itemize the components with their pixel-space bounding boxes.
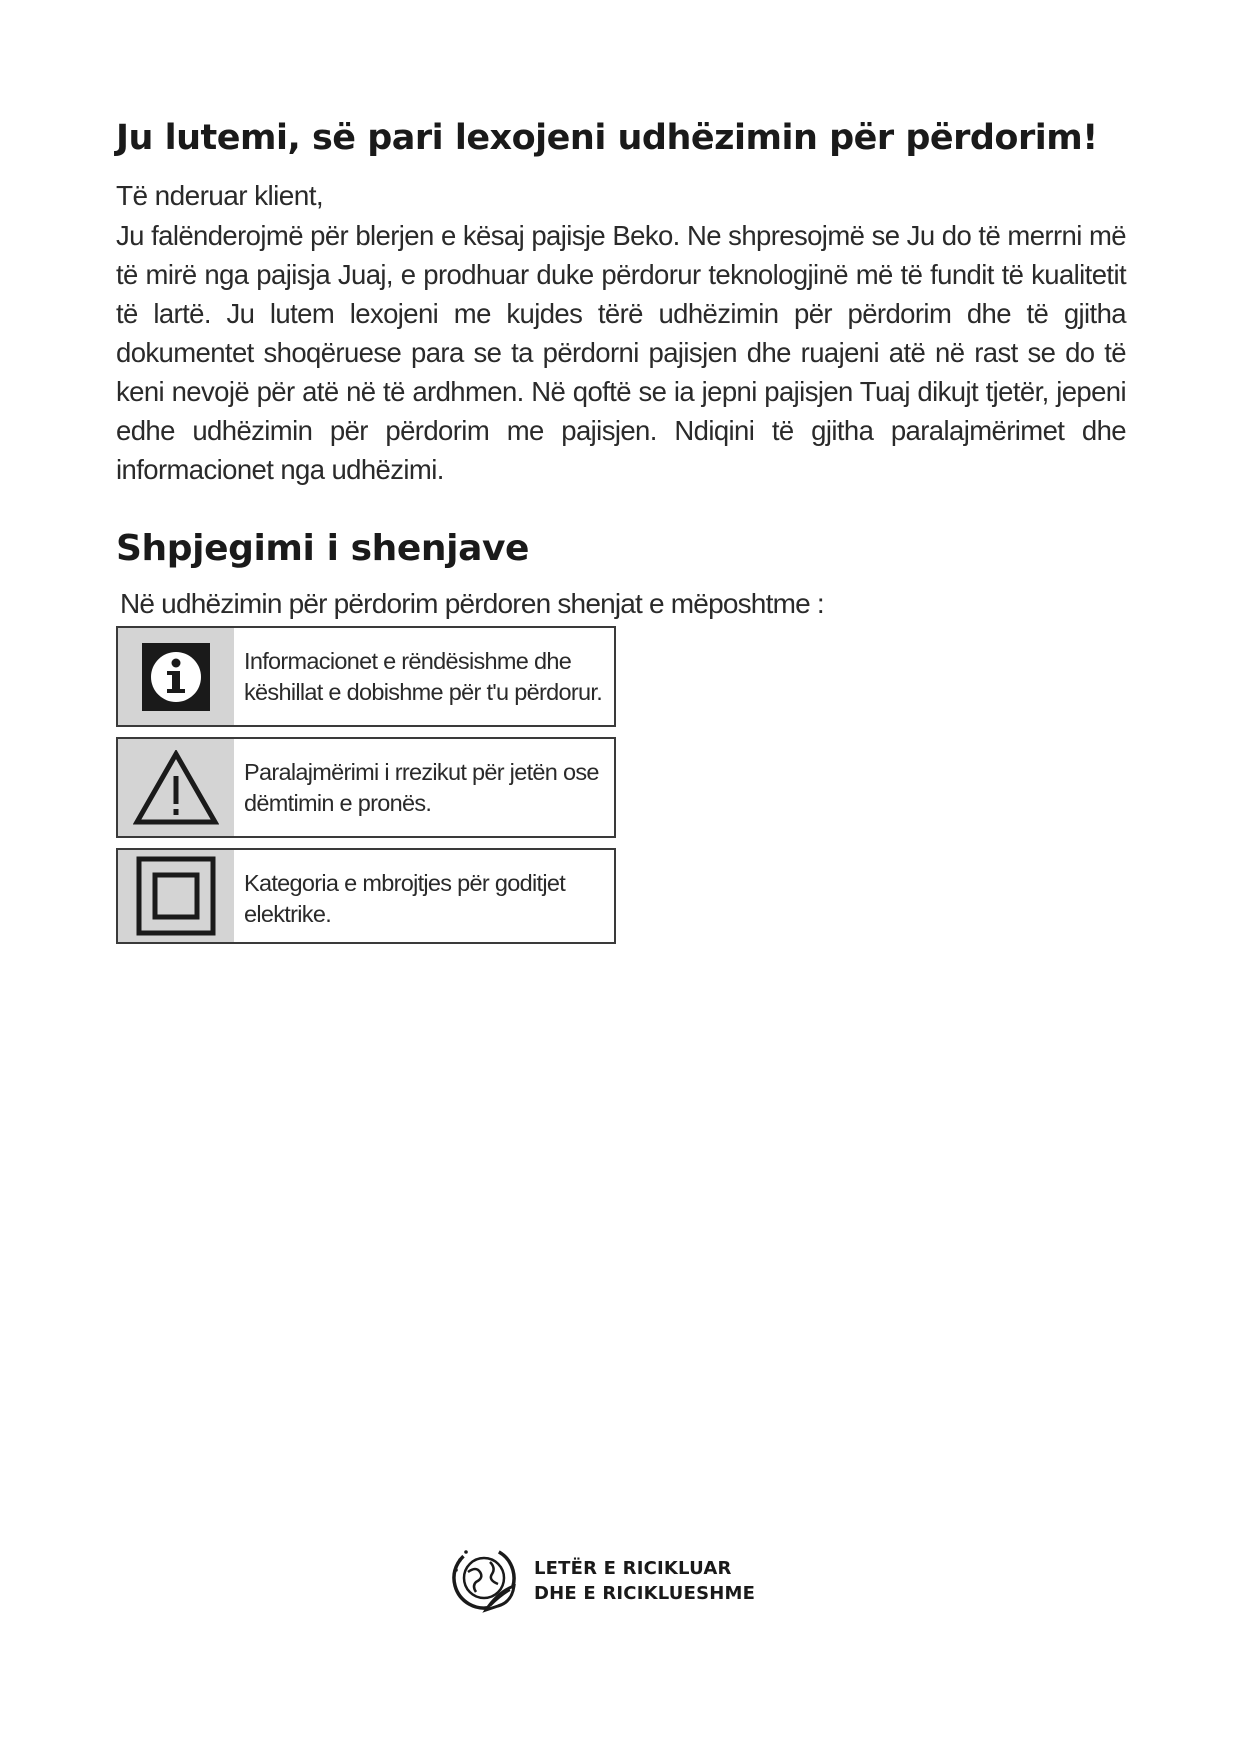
symbol-description-line: Informacionet e rëndësishme dhe [244,648,572,674]
symbol-row-protection-class [116,848,616,944]
info-icon [118,628,234,725]
symbol-description-line: dëmtimin e pronës. [244,790,432,816]
page-title: Ju lutemi, së pari lexojeni udhëzimin për përdorim! [116,118,1098,158]
warning-triangle-icon [118,739,234,836]
recycled-paper-icon [446,1540,522,1621]
intro-paragraph: Ju falënderojmë për blerjen e kësaj pajisje Beko. Ne shpresojmë se Ju do të merrni më të mirë nga pajisja Juaj, e prodhuar duke përdorur teknologjinë më të fundit të kualitetit të lartë. Ju lutem lexojeni me kujdes tërë udhëzimin për përdorim dhe të gjitha dokumentet shoqëruese para se ta përdorni pajisjen dhe ruajeni atë në rast se do të keni nevojë për atë në të ardhmen. Në qoftë se ia jepni pajisjen Tuaj dikujt tjetër, jepeni edhe udhëzimin për përdorim me pajisjen. Ndiqini të gjitha paralajmërimet dhe informacionet nga udhëzimi. [116,220,1126,485]
symbol-description [234,628,614,725]
symbol-description-line: këshillat e dobishme për t'u përdorur. [244,679,603,705]
symbols-intro: Në udhëzimin për përdorim përdoren shenjat e mëposhtme : [120,588,824,619]
symbol-description-line: elektrike. [244,901,332,927]
symbol-row-info [116,626,616,727]
recycled-paper-label-line: DHE E RICIKLUESHME [534,1582,756,1604]
symbol-description-line: Paralajmërimi i rrezikut për jetën ose [244,759,599,785]
recycled-paper-badge [446,1540,755,1621]
symbol-row-warning [116,737,616,838]
double-insulation-icon [118,850,234,942]
recycled-paper-label-line: LETËR E RICIKLUAR [534,1557,732,1579]
symbol-description-line: Kategoria e mbrojtjes për goditjet [244,870,566,896]
symbol-description [234,850,614,942]
recycled-paper-label [534,1556,755,1606]
symbol-description [234,739,614,836]
greeting: Të nderuar klient, [116,180,324,211]
symbols-heading: Shpjegimi i shenjave [116,528,530,569]
